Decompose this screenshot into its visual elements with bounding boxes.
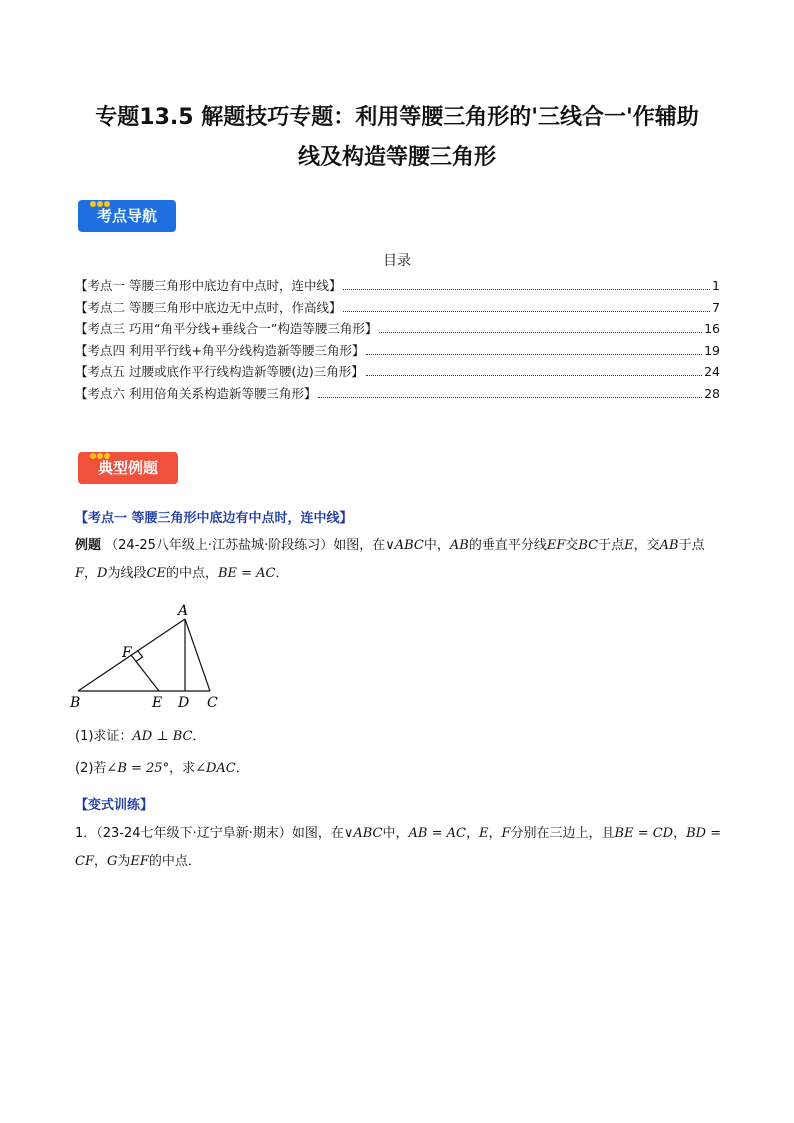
toc-item[interactable]	[75, 298, 720, 320]
examples-badge-wrap	[78, 452, 178, 484]
title-line-1: 专题13.5 解题技巧专题：利用等腰三角形的'三线合一'作辅助	[95, 105, 699, 130]
nav-badge: 考点导航	[78, 200, 176, 232]
toc-item-page: 7	[712, 299, 720, 315]
math: BE = CD	[614, 826, 674, 841]
toc-item-page: 24	[704, 364, 720, 380]
dot-icon	[97, 453, 103, 459]
badge-dots	[90, 192, 111, 211]
label-a: A	[178, 603, 189, 619]
math: ∠B = 25°	[106, 761, 170, 776]
math: E	[478, 826, 489, 841]
text: ，	[488, 826, 502, 841]
text: 的垂直平分线	[468, 538, 547, 553]
toc-leader	[343, 310, 710, 312]
math: EF	[130, 854, 149, 869]
text: ，	[673, 826, 687, 841]
problem-number: 1．	[75, 826, 97, 841]
triangle-figure	[66, 598, 236, 714]
text: 为线段	[107, 566, 147, 581]
text: 如图，在	[333, 538, 386, 553]
toc-item-label: 【考点四 利用平行线+角平分线构造新等腰三角形】	[75, 342, 365, 358]
table-of-contents	[75, 276, 720, 406]
dot-icon	[90, 453, 96, 459]
segment-ac	[185, 619, 210, 691]
text: (1)求证：	[75, 729, 133, 744]
math: G	[106, 854, 118, 869]
math: F	[75, 566, 85, 581]
text: ，	[465, 826, 479, 841]
label-c: C	[207, 695, 218, 711]
toc-item-label: 【考点一 等腰三角形中底边有中点时，连中线】	[75, 278, 342, 293]
text: ．	[235, 761, 249, 776]
example-label: 例题	[75, 538, 102, 553]
toc-leader	[318, 396, 702, 398]
text: 的中点．	[148, 854, 201, 869]
math: AB = AC	[408, 826, 466, 841]
toc-item-page: 16	[704, 321, 720, 337]
toc-item[interactable]	[75, 276, 720, 298]
label-e: E	[152, 695, 163, 711]
text: ，求	[169, 761, 196, 776]
math: AB	[449, 538, 469, 553]
text: 的中点，	[165, 566, 218, 581]
math: BD = CF	[75, 826, 722, 869]
math: ∨ABC	[343, 826, 383, 841]
variant-problem-1	[75, 820, 725, 876]
toc-item-page: 19	[704, 342, 720, 358]
label-f: F	[122, 645, 132, 661]
title-line-2: 线及构造等腰三角形	[297, 145, 496, 170]
badge-dots	[90, 444, 111, 463]
text: 交	[565, 538, 579, 553]
dot-icon	[90, 201, 96, 207]
question-1	[75, 723, 725, 751]
text: 如图，在	[291, 826, 344, 841]
label-d: D	[178, 695, 190, 711]
math: ∨ABC	[385, 538, 424, 553]
toc-leader	[366, 353, 702, 355]
example-problem	[75, 532, 725, 588]
math: BE = AC	[217, 566, 276, 581]
toc-item[interactable]	[75, 341, 720, 363]
segment-fe	[131, 655, 159, 691]
toc-item-label: 【考点三 巧用“角平分线+垂线合一”构造等腰三角形】	[75, 321, 378, 337]
variant-heading: 【变式训练】	[75, 798, 154, 813]
math: F	[501, 826, 511, 841]
text: 中，	[423, 538, 450, 553]
text: ，	[93, 854, 107, 869]
math: BC	[578, 538, 599, 553]
toc-item-page: 1	[712, 278, 720, 293]
toc-item[interactable]	[75, 362, 720, 384]
toc-leader	[343, 288, 710, 290]
problem-source: （23-24七年级下·辽宁阜新·期末）	[96, 826, 292, 841]
question-2	[75, 755, 725, 783]
text: ，交	[633, 538, 660, 553]
toc-item-page: 28	[704, 385, 720, 401]
dot-icon	[104, 201, 110, 207]
dot-icon	[104, 453, 110, 459]
math: E	[624, 538, 634, 553]
toc-heading: 目录	[383, 253, 411, 269]
text: ．	[192, 729, 206, 744]
toc-item-label: 【考点五 过腰或底作平行线构造新等腰(边)三角形】	[75, 364, 364, 380]
text: (2)若	[75, 761, 107, 776]
toc-leader	[379, 331, 702, 333]
text: 分别在三边上，且	[510, 826, 615, 841]
document-title	[60, 98, 734, 178]
math: ∠DAC	[195, 761, 236, 776]
text: 于点	[598, 538, 625, 553]
label-b: B	[70, 695, 81, 711]
math: EF	[546, 538, 566, 553]
text: 为	[117, 854, 131, 869]
text: 中，	[382, 826, 409, 841]
toc-item-label: 【考点六 利用倍角关系构造新等腰三角形】	[75, 385, 317, 401]
toc-item-label: 【考点二 等腰三角形中底边无中点时，作高线】	[75, 299, 342, 315]
example-source: （24-25八年级上·江苏盐城·阶段练习）	[105, 538, 334, 553]
text: ．	[275, 566, 289, 581]
section-heading-1: 【考点一 等腰三角形中底边有中点时，连中线】	[75, 511, 353, 526]
dot-icon	[97, 201, 103, 207]
toc-item[interactable]	[75, 384, 720, 406]
math: D	[97, 566, 108, 581]
math: CE	[146, 566, 166, 581]
text: 于点	[678, 538, 705, 553]
math: AD ⊥ BC	[132, 729, 193, 744]
math: AB	[659, 538, 679, 553]
examples-badge: 典型例题	[78, 452, 178, 484]
text: ，	[84, 566, 98, 581]
nav-badge-wrap	[78, 200, 176, 232]
toc-item[interactable]	[75, 319, 720, 341]
right-angle-mark	[136, 651, 143, 662]
toc-leader	[366, 374, 702, 376]
